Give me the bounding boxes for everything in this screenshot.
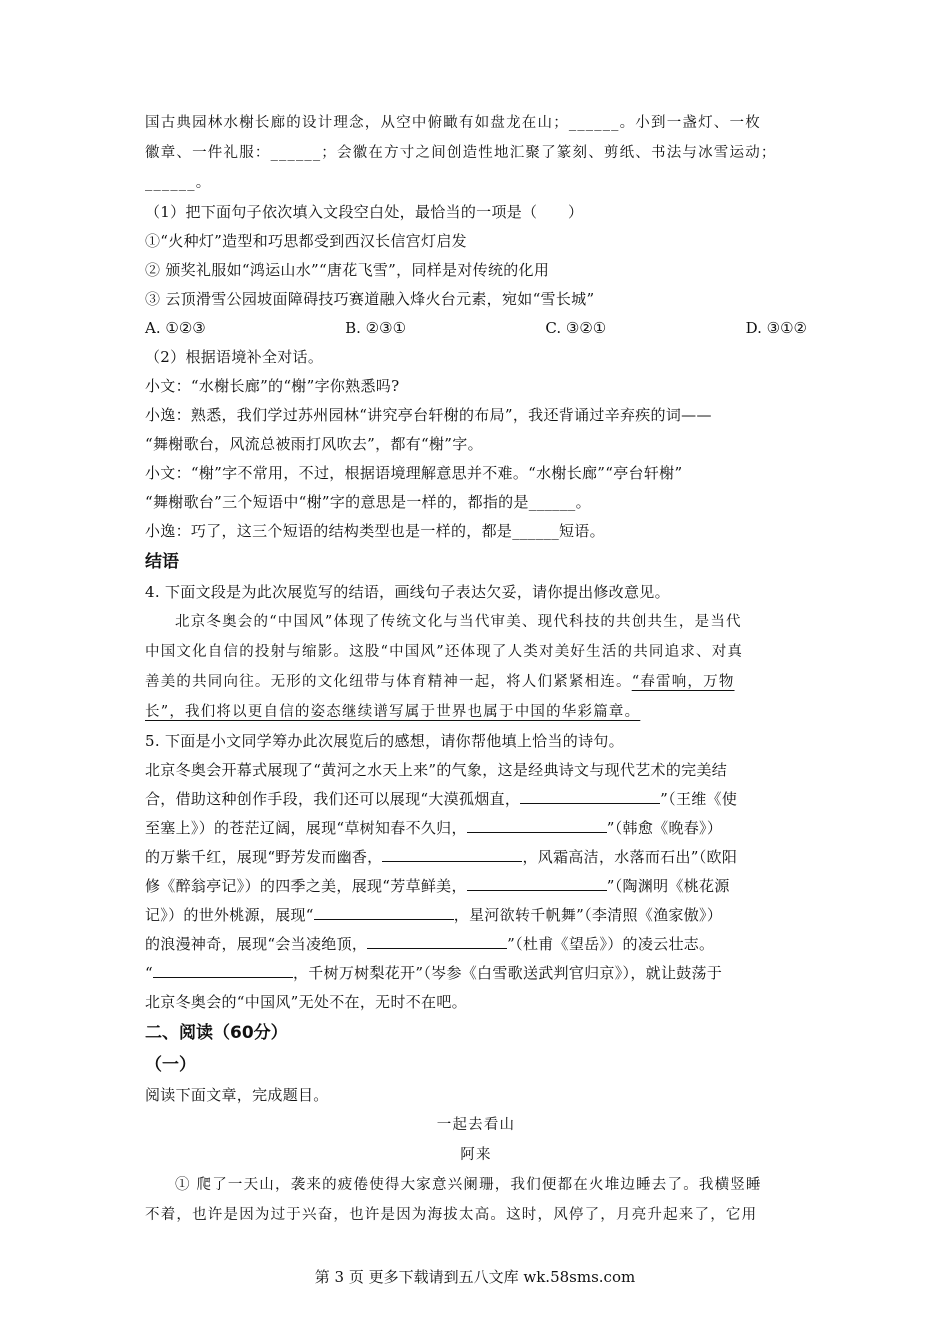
section-heading-conclusion: 结语 [145, 552, 179, 572]
text-span: ，星河欲转千帆舞”（李清照《渔家傲》） [453, 906, 723, 924]
text-line [145, 697, 807, 727]
fill-blank[interactable] [467, 818, 607, 833]
underlined-sentence: 长”，我们将以更自信的姿态继续谱写属于世界也属于中国的华彩篇章。 [145, 704, 641, 720]
page-footer: 第 3 页 更多下载请到五八文库 wk.58sms.com [314, 1268, 636, 1286]
fill-blank[interactable] [367, 934, 507, 949]
text-line [145, 872, 807, 901]
text-line: 北京冬奥会的“中国风”体现了传统文化与当代审美、现代科技的共创共生，是当代 [175, 614, 742, 630]
text-line: 北京冬奥会开幕式展现了“黄河之水天上来”的气象，这是经典诗文与现代艺术的完美结 [145, 761, 728, 779]
text-span: ，风霜高洁，水落而石出”（欧阳 [522, 848, 738, 866]
text-span: 的万紫千红，展现“野芳发而幽香， [145, 848, 383, 866]
text-line [145, 814, 807, 843]
text-span: ”（韩愈《晚春》） [606, 819, 723, 837]
document-page [145, 108, 807, 1230]
question-3-2 [145, 343, 807, 546]
question-stem: （1）把下面句子依次填入文段空白处，最恰当的一项是（ ） [145, 203, 584, 221]
question-5 [145, 727, 807, 1017]
article-author: 阿来 [460, 1147, 492, 1163]
option-c: C. ③②① [545, 319, 607, 337]
dialogue-line: “舞榭歌台”三个短语中“榭”字的意思是一样的，都指的是______。 [145, 493, 591, 511]
text-line: ① 爬了一天山，袭来的疲倦使得大家意兴阑珊，我们便都在火堆边睡去了。我横竖睡 [175, 1177, 762, 1193]
article [145, 1110, 807, 1230]
fill-blank[interactable] [153, 963, 293, 978]
sentence-item: ③ 云顶滑雪公园坡面障碍技巧赛道融入烽火台元素，宛如“雪长城” [145, 290, 595, 308]
article-title: 一起去看山 [436, 1117, 516, 1133]
dialogue-line: 小文：“水榭长廊”的“榭”字你熟悉吗? [145, 377, 400, 395]
text-span: 合，借助这种创作手段，我们还可以展现“大漠孤烟直， [145, 790, 521, 808]
answer-options [145, 314, 807, 343]
fill-blank[interactable] [382, 847, 522, 862]
dialogue-line: 小逸：熟悉，我们学过苏州园林“讲究亭台轩榭的布局”，我还背诵过辛弃疾的词—— [145, 406, 712, 424]
sentence-item: ② 颁奖礼服如“鸿运山水”“唐花飞雪”，同样是对传统的化用 [145, 261, 550, 279]
text-line [145, 930, 807, 959]
question-stem: （2）根据语境补全对话。 [145, 348, 324, 366]
reading-instruction: 阅读下面文章，完成题目。 [145, 1086, 329, 1104]
fill-blank[interactable] [314, 905, 454, 920]
subsection-heading: （一） [145, 1055, 196, 1075]
text-line: 北京冬奥会的“中国风”无处不在，无时不在吧。 [145, 993, 467, 1011]
intro-paragraph [145, 108, 807, 198]
fill-blank[interactable] [520, 789, 660, 804]
fill-blank[interactable] [467, 876, 607, 891]
text-span: 修《醉翁亭记》）的四季之美，展现“芳草鲜美， [145, 877, 467, 895]
option-d: D. ③①② [745, 319, 807, 337]
text-line: ______。 [145, 175, 212, 191]
text-line [145, 667, 807, 697]
option-b: B. ②③① [345, 319, 407, 337]
question-stem: 4. 下面文段是为此次展览写的结语，画线句子表达欠妥，请你提出修改意见。 [145, 583, 670, 601]
text-span: ，千树万树梨花开”（岑参《白雪歌送武判官归京》），就让鼓荡于 [292, 964, 723, 982]
text-line: 徽章、一件礼服：______；会徽在方寸之间创造性地汇聚了篆刻、剪纸、书法与冰雪运动； [145, 145, 777, 161]
text-span: “ [145, 964, 153, 982]
text-line [145, 843, 807, 872]
dialogue-line: 小文：“榭”字不常用，不过，根据语境理解意思并不难。“水榭长廊”“亭台轩榭” [145, 464, 683, 482]
dialogue-line: 小逸：巧了，这三个短语的结构类型也是一样的，都是______短语。 [145, 522, 605, 540]
underlined-sentence: “春雷响，万物 [631, 674, 735, 690]
text-span: ”（陶渊明《桃花源 [606, 877, 730, 895]
question-3-1 [145, 198, 807, 343]
text-line [145, 959, 807, 988]
text-span: 的浪漫神奇，展现“会当凌绝顶， [145, 935, 368, 953]
text-line [145, 785, 807, 814]
text-line: 国古典园林水榭长廊的设计理念，从空中俯瞰有如盘龙在山；______。小到一盏灯、一枚 [145, 115, 761, 131]
text-span: ”（杜甫《望岳》）的凌云壮志。 [507, 935, 715, 953]
text-line: 不着，也许是因为过于兴奋，也许是因为海拔太高。这时，风停了，月亮升起来了，它用 [145, 1207, 758, 1223]
option-a: A. ①②③ [145, 319, 206, 337]
text-span: ”（王维《使 [660, 790, 738, 808]
question-4 [145, 578, 807, 727]
text-span: 记》）的世外桃源，展现“ [145, 906, 314, 924]
text-span: 善美的共同向往。无形的文化纽带与体育精神一起，将人们紧紧相连。 [145, 674, 632, 690]
text-line: 中国文化自信的投射与缩影。这股“中国风”还体现了人类对美好生活的共同追求、对真 [145, 644, 744, 660]
text-span: 至塞上》）的苍茫辽阔，展现“草树知春不久归， [145, 819, 467, 837]
text-line [145, 901, 807, 930]
sentence-item: ①“火种灯”造型和巧思都受到西汉长信宫灯启发 [145, 232, 467, 250]
section-heading-reading: 二、阅读（60分） [145, 1023, 288, 1043]
question-stem: 5. 下面是小文同学筹办此次展览后的感想，请你帮他填上恰当的诗句。 [145, 732, 624, 750]
dialogue-line: “舞榭歌台，风流总被雨打风吹去”，都有“榭”字。 [145, 435, 483, 453]
